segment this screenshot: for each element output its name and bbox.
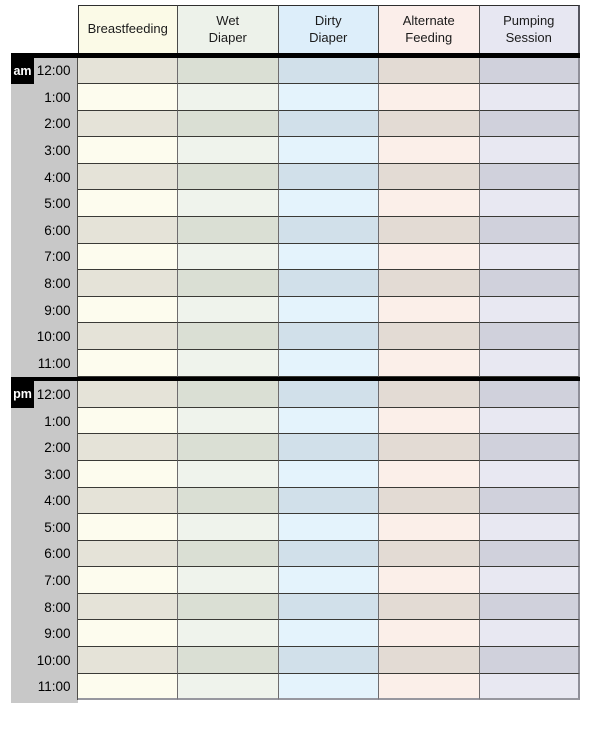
table-row-pm-1000: [11, 647, 580, 674]
table-row-am-900: [11, 297, 580, 324]
log-cell-wet-diaper-pm-1000: [178, 647, 279, 674]
time-text: 1:00: [44, 413, 71, 429]
log-cell-alternate-feeding-am-200: [379, 111, 480, 138]
log-cell-pumping-session-pm-700: [480, 567, 581, 594]
log-cell-alternate-feeding-am-900: [379, 297, 480, 324]
meridiem-badge-am: am: [11, 58, 34, 85]
log-cell-alternate-feeding-am-400: [379, 164, 480, 191]
log-cell-breastfeeding-pm-200: [78, 434, 179, 461]
tracking-chart: [11, 5, 580, 700]
column-header-label-line: Diaper: [309, 29, 348, 45]
log-cell-wet-diaper-pm-200: [178, 434, 279, 461]
log-cell-alternate-feeding-am-1200: [379, 58, 480, 85]
log-cell-dirty-diaper-pm-600: [279, 541, 380, 568]
log-cell-alternate-feeding-pm-1100: [379, 674, 480, 701]
time-text: 6:00: [44, 222, 71, 238]
log-cell-pumping-session-pm-1000: [480, 647, 581, 674]
table-row-pm-900: [11, 620, 580, 647]
log-cell-alternate-feeding-am-1100: [379, 350, 480, 377]
time-label-pm-200: [11, 434, 78, 461]
log-cell-pumping-session-am-300: [480, 137, 581, 164]
column-header-pumping-session: [480, 5, 581, 53]
table-row-am-400: [11, 164, 580, 191]
table-row-pm-300: [11, 461, 580, 488]
column-header-dirty-diaper: [279, 5, 380, 53]
log-cell-alternate-feeding-pm-600: [379, 541, 480, 568]
log-cell-breastfeeding-am-1000: [78, 323, 179, 350]
table-row-am-100: [11, 84, 580, 111]
log-cell-pumping-session-pm-1100: [480, 674, 581, 701]
time-label-pm-800: [11, 594, 78, 621]
log-cell-pumping-session-am-1000: [480, 323, 581, 350]
log-cell-pumping-session-am-1200: [480, 58, 581, 85]
table-row-pm-1100: [11, 674, 580, 701]
column-header-label-line: Diaper: [208, 29, 247, 45]
log-cell-alternate-feeding-pm-1200: [379, 381, 480, 408]
log-cell-dirty-diaper-am-1100: [279, 350, 380, 377]
log-cell-alternate-feeding-pm-700: [379, 567, 480, 594]
log-cell-breastfeeding-pm-1000: [78, 647, 179, 674]
log-cell-breastfeeding-pm-1100: [78, 674, 179, 701]
log-cell-breastfeeding-am-600: [78, 217, 179, 244]
column-header-breastfeeding: [78, 5, 179, 53]
log-cell-dirty-diaper-am-700: [279, 244, 380, 271]
table-row-am-500: [11, 190, 580, 217]
header-row: [11, 5, 580, 53]
table-row-am-1000: [11, 323, 580, 350]
section-pm: [11, 381, 580, 700]
time-label-pm-100: [11, 408, 78, 435]
log-cell-dirty-diaper-pm-900: [279, 620, 380, 647]
log-cell-wet-diaper-am-800: [178, 270, 279, 297]
log-cell-wet-diaper-pm-400: [178, 488, 279, 515]
log-cell-pumping-session-pm-200: [480, 434, 581, 461]
log-cell-pumping-session-am-1100: [480, 350, 581, 377]
log-cell-pumping-session-pm-800: [480, 594, 581, 621]
log-cell-alternate-feeding-am-500: [379, 190, 480, 217]
time-text: 12:00: [36, 386, 71, 402]
log-cell-pumping-session-pm-100: [480, 408, 581, 435]
time-label-pm-1000: [11, 647, 78, 674]
log-cell-dirty-diaper-pm-400: [279, 488, 380, 515]
log-cell-breastfeeding-pm-800: [78, 594, 179, 621]
time-text: 9:00: [44, 302, 71, 318]
time-label-pm-1200: [11, 381, 78, 408]
log-cell-wet-diaper-pm-500: [178, 514, 279, 541]
column-header-label-line: Dirty: [314, 12, 342, 28]
time-label-am-100: [11, 84, 78, 111]
log-cell-wet-diaper-am-1200: [178, 58, 279, 85]
log-cell-wet-diaper-pm-100: [178, 408, 279, 435]
log-cell-dirty-diaper-am-100: [279, 84, 380, 111]
column-header-label-line: Pumping: [503, 12, 555, 28]
column-header-label-line: Alternate: [402, 12, 455, 28]
log-cell-dirty-diaper-am-400: [279, 164, 380, 191]
log-cell-alternate-feeding-pm-200: [379, 434, 480, 461]
time-label-am-400: [11, 164, 78, 191]
log-cell-dirty-diaper-pm-300: [279, 461, 380, 488]
table-row-pm-600: [11, 541, 580, 568]
time-text: 5:00: [44, 519, 71, 535]
log-cell-wet-diaper-pm-1200: [178, 381, 279, 408]
log-cell-wet-diaper-am-200: [178, 111, 279, 138]
log-cell-wet-diaper-pm-800: [178, 594, 279, 621]
column-header-label-line: Feeding: [405, 29, 453, 45]
column-header-label-line: Wet: [216, 12, 240, 28]
log-cell-dirty-diaper-pm-500: [279, 514, 380, 541]
log-cell-breastfeeding-am-700: [78, 244, 179, 271]
time-text: 11:00: [37, 355, 71, 371]
log-cell-alternate-feeding-pm-900: [379, 620, 480, 647]
time-text: 7:00: [44, 573, 71, 589]
log-cell-pumping-session-pm-900: [480, 620, 581, 647]
log-cell-pumping-session-am-900: [480, 297, 581, 324]
time-text: 3:00: [44, 143, 71, 159]
log-cell-dirty-diaper-pm-1100: [279, 674, 380, 701]
table-row-am-800: [11, 270, 580, 297]
table-row-pm-500: [11, 514, 580, 541]
log-cell-pumping-session-am-100: [480, 84, 581, 111]
time-label-am-1000: [11, 323, 78, 350]
column-header-label-line: Breastfeeding: [87, 21, 168, 37]
log-cell-alternate-feeding-am-600: [379, 217, 480, 244]
log-cell-breastfeeding-am-500: [78, 190, 179, 217]
log-cell-breastfeeding-pm-300: [78, 461, 179, 488]
time-text: 8:00: [44, 276, 71, 292]
column-header-label-line: Session: [505, 29, 552, 45]
log-cell-breastfeeding-pm-400: [78, 488, 179, 515]
table-row-am-200: [11, 111, 580, 138]
section-am: [11, 58, 580, 377]
time-text: 6:00: [44, 546, 71, 562]
log-cell-dirty-diaper-am-300: [279, 137, 380, 164]
table-row-am-300: [11, 137, 580, 164]
log-cell-dirty-diaper-pm-1000: [279, 647, 380, 674]
log-cell-pumping-session-pm-1200: [480, 381, 581, 408]
log-cell-dirty-diaper-am-800: [279, 270, 380, 297]
column-header-wet-diaper: [178, 5, 279, 53]
log-cell-breastfeeding-am-100: [78, 84, 179, 111]
log-cell-breastfeeding-am-200: [78, 111, 179, 138]
log-cell-pumping-session-am-800: [480, 270, 581, 297]
log-cell-breastfeeding-am-800: [78, 270, 179, 297]
log-cell-alternate-feeding-pm-800: [379, 594, 480, 621]
log-cell-breastfeeding-am-400: [78, 164, 179, 191]
log-cell-wet-diaper-am-600: [178, 217, 279, 244]
log-cell-breastfeeding-pm-700: [78, 567, 179, 594]
log-cell-breastfeeding-am-1100: [78, 350, 179, 377]
log-cell-breastfeeding-pm-900: [78, 620, 179, 647]
log-cell-pumping-session-pm-300: [480, 461, 581, 488]
log-cell-alternate-feeding-pm-1000: [379, 647, 480, 674]
time-label-pm-1100: [11, 674, 78, 701]
log-cell-alternate-feeding-pm-300: [379, 461, 480, 488]
log-cell-wet-diaper-am-400: [178, 164, 279, 191]
log-cell-wet-diaper-pm-600: [178, 541, 279, 568]
header-corner-spacer: [11, 5, 78, 53]
time-text: 10:00: [36, 329, 71, 345]
log-cell-breastfeeding-pm-500: [78, 514, 179, 541]
time-label-am-1100: [11, 350, 78, 377]
log-cell-wet-diaper-am-1000: [178, 323, 279, 350]
time-text: 12:00: [36, 63, 71, 79]
time-label-am-900: [11, 297, 78, 324]
time-label-pm-600: [11, 541, 78, 568]
log-cell-alternate-feeding-am-300: [379, 137, 480, 164]
log-cell-wet-diaper-am-1100: [178, 350, 279, 377]
log-cell-wet-diaper-am-300: [178, 137, 279, 164]
log-cell-alternate-feeding-pm-500: [379, 514, 480, 541]
column-header-alternate-feeding: [379, 5, 480, 53]
log-cell-alternate-feeding-am-100: [379, 84, 480, 111]
time-text: 7:00: [44, 249, 71, 265]
log-cell-dirty-diaper-am-900: [279, 297, 380, 324]
time-label-pm-700: [11, 567, 78, 594]
log-cell-wet-diaper-pm-700: [178, 567, 279, 594]
table-row-am-700: [11, 244, 580, 271]
time-text: 4:00: [44, 169, 71, 185]
log-cell-pumping-session-am-600: [480, 217, 581, 244]
log-cell-pumping-session-am-700: [480, 244, 581, 271]
time-text: 4:00: [44, 493, 71, 509]
log-cell-alternate-feeding-am-700: [379, 244, 480, 271]
time-label-pm-500: [11, 514, 78, 541]
time-text: 2:00: [44, 440, 71, 456]
time-text: 1:00: [44, 89, 71, 105]
log-cell-dirty-diaper-am-600: [279, 217, 380, 244]
table-row-pm-200: [11, 434, 580, 461]
log-cell-pumping-session-am-400: [480, 164, 581, 191]
table-row-pm-1200: [11, 381, 580, 408]
log-cell-dirty-diaper-am-1200: [279, 58, 380, 85]
log-cell-breastfeeding-pm-600: [78, 541, 179, 568]
log-cell-breastfeeding-am-300: [78, 137, 179, 164]
table-row-pm-700: [11, 567, 580, 594]
log-cell-wet-diaper-pm-900: [178, 620, 279, 647]
log-cell-alternate-feeding-am-1000: [379, 323, 480, 350]
log-cell-wet-diaper-am-900: [178, 297, 279, 324]
log-cell-breastfeeding-pm-1200: [78, 381, 179, 408]
log-cell-dirty-diaper-pm-1200: [279, 381, 380, 408]
log-cell-pumping-session-am-200: [480, 111, 581, 138]
log-cell-pumping-session-pm-500: [480, 514, 581, 541]
log-cell-alternate-feeding-pm-100: [379, 408, 480, 435]
log-cell-dirty-diaper-pm-700: [279, 567, 380, 594]
time-text: 5:00: [44, 196, 71, 212]
time-label-pm-900: [11, 620, 78, 647]
log-cell-wet-diaper-am-100: [178, 84, 279, 111]
log-cell-wet-diaper-pm-1100: [178, 674, 279, 701]
time-text: 9:00: [44, 626, 71, 642]
log-cell-breastfeeding-am-1200: [78, 58, 179, 85]
log-cell-dirty-diaper-pm-800: [279, 594, 380, 621]
log-cell-pumping-session-pm-400: [480, 488, 581, 515]
log-cell-dirty-diaper-am-200: [279, 111, 380, 138]
table-row-pm-800: [11, 594, 580, 621]
time-label-am-300: [11, 137, 78, 164]
time-label-am-600: [11, 217, 78, 244]
time-label-am-1200: [11, 58, 78, 85]
log-cell-wet-diaper-pm-300: [178, 461, 279, 488]
table-row-am-1100: [11, 350, 580, 377]
log-cell-pumping-session-pm-600: [480, 541, 581, 568]
table-row-pm-100: [11, 408, 580, 435]
log-cell-breastfeeding-am-900: [78, 297, 179, 324]
time-label-am-200: [11, 111, 78, 138]
log-cell-dirty-diaper-pm-200: [279, 434, 380, 461]
table-row-pm-400: [11, 488, 580, 515]
log-cell-wet-diaper-am-700: [178, 244, 279, 271]
time-text: 3:00: [44, 466, 71, 482]
time-text: 8:00: [44, 599, 71, 615]
meridiem-badge-pm: pm: [11, 381, 34, 408]
log-cell-alternate-feeding-am-800: [379, 270, 480, 297]
log-cell-dirty-diaper-am-1000: [279, 323, 380, 350]
time-label-am-700: [11, 244, 78, 271]
time-label-pm-300: [11, 461, 78, 488]
time-label-pm-400: [11, 488, 78, 515]
time-text: 10:00: [36, 652, 71, 668]
chart-body: [11, 53, 580, 700]
time-text: 2:00: [44, 116, 71, 132]
log-cell-alternate-feeding-pm-400: [379, 488, 480, 515]
log-cell-dirty-diaper-am-500: [279, 190, 380, 217]
table-row-am-1200: [11, 58, 580, 85]
log-cell-wet-diaper-am-500: [178, 190, 279, 217]
log-cell-breastfeeding-pm-100: [78, 408, 179, 435]
log-cell-pumping-session-am-500: [480, 190, 581, 217]
table-row-am-600: [11, 217, 580, 244]
log-cell-dirty-diaper-pm-100: [279, 408, 380, 435]
time-text: 11:00: [37, 679, 71, 695]
time-label-am-800: [11, 270, 78, 297]
time-label-am-500: [11, 190, 78, 217]
